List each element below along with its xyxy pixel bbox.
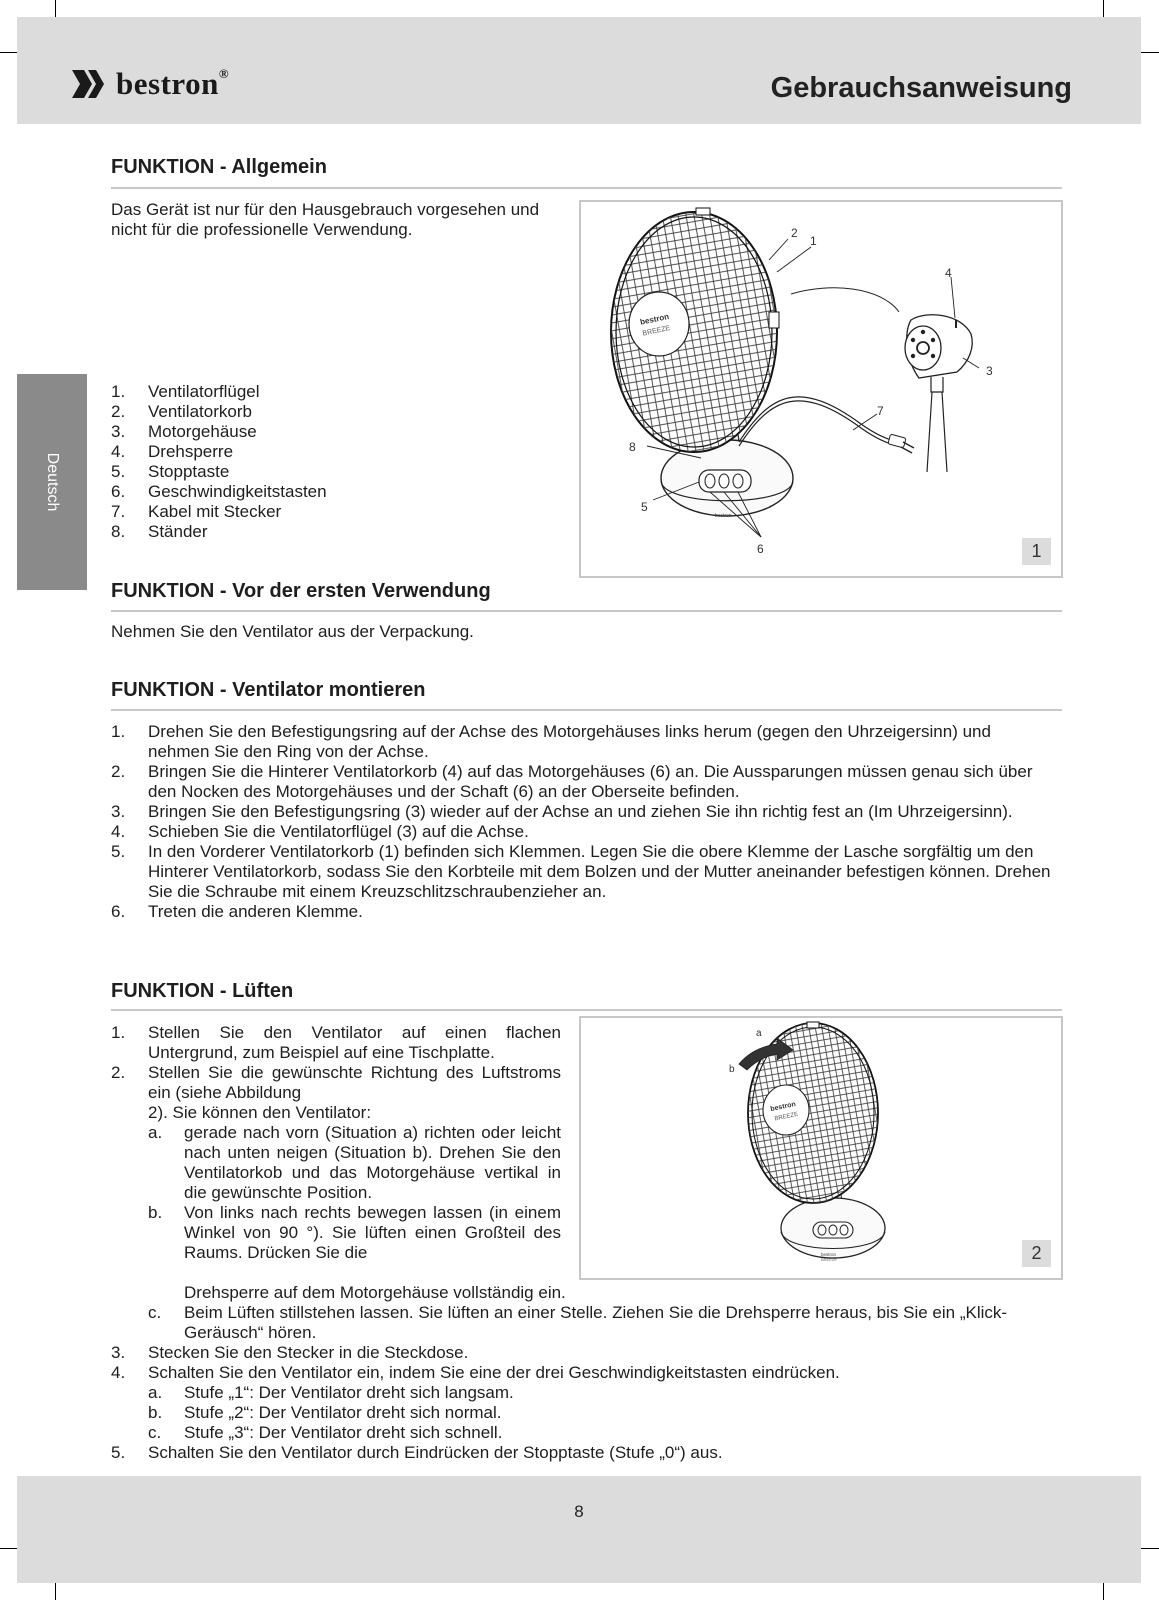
language-tab (17, 374, 87, 590)
figure-2 (579, 1016, 1063, 1280)
callout-8: 8 (629, 440, 636, 454)
page-footer (17, 1476, 1141, 1583)
list-item-continuation: 2). Sie können den Ventilator: (148, 1103, 372, 1122)
grille-logo-text: bestron (639, 311, 670, 327)
section-heading-lueften: FUNKTION - Lüften (111, 980, 294, 1002)
list-item: 8. Ständer (111, 522, 208, 541)
figure-number: 1 (1022, 538, 1051, 565)
list-item: 4. Drehsperre (111, 442, 234, 461)
callout-6: 6 (757, 542, 764, 556)
section-divider (111, 709, 1062, 711)
list-item: 5. Stopptaste (111, 462, 230, 481)
sub-list-item: c. Stufe „3“: Der Ventilator dreht sich schnell. (148, 1423, 503, 1442)
list-item: 3. Stecken Sie den Stecker in die Steckdose. (111, 1343, 469, 1362)
base-logo-text: bestron (715, 513, 732, 519)
callout-1: 1 (810, 234, 817, 248)
list-item: 3. Bringen Sie den Befestigungsring (3) wieder auf der Achse an und ziehen Sie ihn richtig fest an (Im Uhrzeigersinn). (111, 802, 1013, 821)
sub-list-item: b. Von links nach rechts bewegen lassen (in einem Winkel von 90 °). Sie lüften einen Großteil des Raums. Drücken Sie die (148, 1203, 561, 1262)
grille-model-text: BREEZE (774, 1111, 799, 1123)
callout-2: 2 (791, 226, 798, 240)
section-heading-vor-der-ersten-verwendung: FUNKTION - Vor der ersten Verwendung (111, 580, 491, 602)
list-item: 4. Schieben Sie die Ventilatorflügel (3) auf die Achse. (111, 822, 529, 841)
callout-5: 5 (641, 500, 648, 514)
document-title: Gebrauchsanweisung (770, 72, 1072, 104)
section-heading-ventilator-montieren: FUNKTION - Ventilator montieren (111, 679, 426, 701)
figure-1 (579, 200, 1063, 578)
sub-list-item: c. Beim Lüften stillstehen lassen. Sie lüften an einer Stelle. Ziehen Sie die Drehsperre heraus, bis Sie ein „Klick-Geräusch“ hören. (148, 1303, 1008, 1342)
grille-model-text: BREEZE (642, 324, 671, 338)
list-item: 1. Ventilatorflügel (111, 382, 260, 401)
list-item: 6. Geschwindigkeitstasten (111, 482, 327, 501)
grille-logo-text: bestron (769, 1100, 797, 1114)
assembly-steps-list (111, 722, 1056, 922)
fan-tilt-illustration (581, 1018, 1061, 1278)
sub-list-item: a. gerade nach vorn (Situation a) richten oder leicht nach unten neigen (Situation b). Drehen Sie den Ventilatorkob und das Motorgehäuse vertikal in die gewünschte Position. (148, 1123, 561, 1202)
bestron-logo-icon (70, 68, 110, 100)
list-item: 3. Motorgehäuse (111, 422, 257, 441)
base-model-text: BREEZE (821, 1257, 838, 1262)
figure-number: 2 (1022, 1240, 1051, 1267)
callout-b: b (729, 1064, 735, 1075)
fan-exploded-illustration (581, 202, 1061, 576)
list-item: 1. Stellen Sie den Ventilator auf einen flachen Untergrund, zum Beispiel auf eine Tischplatte. (111, 1023, 561, 1062)
callout-3: 3 (986, 364, 993, 378)
section-heading-allgemein: FUNKTION - Allgemein (111, 156, 327, 178)
list-item: 5. Schalten Sie den Ventilator durch Eindrücken der Stopptaste (Stufe „0“) aus. (111, 1443, 723, 1462)
list-item: 2. Ventilatorkorb (111, 402, 252, 421)
section-divider (111, 187, 1062, 189)
brand-name: bestron® (116, 66, 230, 101)
section-divider (111, 1009, 1062, 1011)
section-paragraph: Nehmen Sie den Ventilator aus der Verpackung. (111, 622, 474, 641)
page-number: 8 (574, 1502, 584, 1521)
list-item: 7. Kabel mit Stecker (111, 502, 282, 521)
usage-steps-list-top (111, 1023, 561, 1263)
usage-steps-list-bottom (111, 1283, 1061, 1463)
list-item: 6. Treten die anderen Klemme. (111, 902, 363, 921)
list-item: 1. Drehen Sie den Befestigungsring auf der Achse des Motorgehäuses links herum (gegen den Uhrzeigersinn) und nehmen Sie den Ring von der Achse. (111, 722, 991, 761)
list-item: 2. Bringen Sie die Hinterer Ventilatorkorb (4) auf das Motorgehäuses (6) an. Die Aussparungen müssen genau sich über den Nocken des Motorgehäuses und der Schaft (6) an der Oberseite befinden. (111, 762, 1033, 801)
parts-list (111, 382, 551, 542)
intro-paragraph: Das Gerät ist nur für den Hausgebrauch vorgesehen und nicht für die professionelle Verwendung. (111, 200, 540, 239)
list-item: 5. In den Vorderer Ventilatorkorb (1) befinden sich Klemmen. Legen Sie die obere Klemme der Lasche sorgfältig um den Hinterer Ventilatorkorb, sodass Sie den Korbteile mit dem Bolzen und der Mutter aneinander befestigen können. Drehen Sie die Schraube mit einem Kreuzschlitzschraubenzieher an. (111, 842, 1051, 901)
callout-4: 4 (945, 266, 952, 280)
list-item: 4. Schalten Sie den Ventilator ein, indem Sie eine der drei Geschwindigkeitstasten eindrücken. (111, 1363, 840, 1382)
callout-7: 7 (877, 404, 884, 418)
callout-a: a (756, 1028, 762, 1039)
section-divider (111, 610, 1062, 612)
language-label: Deutsch (44, 452, 61, 512)
list-item: 2. Stellen Sie die gewünschte Richtung des Luftstroms ein (siehe Abbildung (111, 1063, 561, 1102)
sub-list-item: b. Stufe „2“: Der Ventilator dreht sich normal. (148, 1403, 502, 1422)
list-item-continuation: Drehsperre auf dem Motorgehäuse vollständig ein. (184, 1283, 566, 1302)
sub-list-item: a. Stufe „1“: Der Ventilator dreht sich langsam. (148, 1383, 514, 1402)
base-logo-text: bestron (821, 1252, 837, 1257)
brand-logo (70, 66, 229, 102)
